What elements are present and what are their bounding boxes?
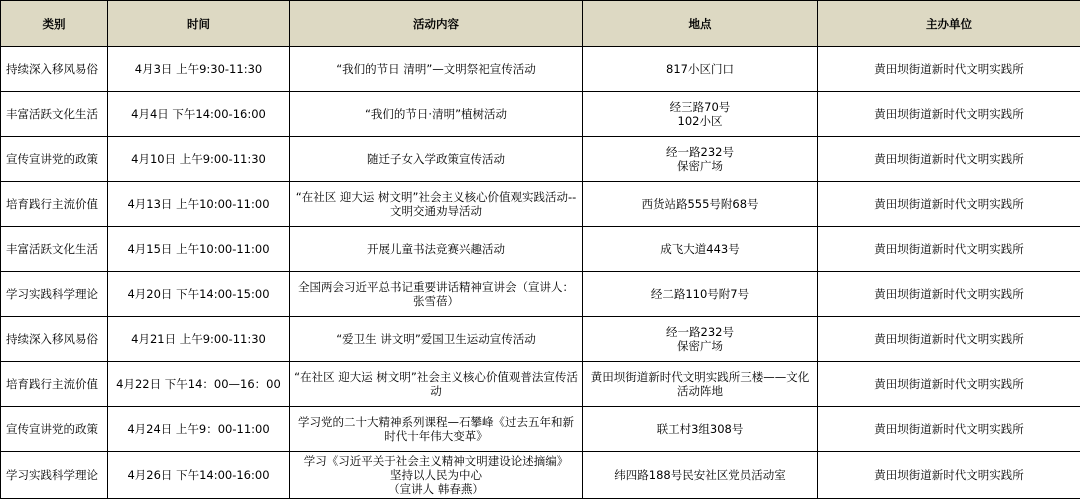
cell-location: 联工村3组308号	[583, 407, 818, 452]
table-row	[1, 92, 1080, 137]
cell-location: 817小区门口	[583, 47, 818, 92]
cell-location: 经三路70号 102小区	[583, 92, 818, 137]
cell-organizer: 黄田坝街道新时代文明实践所	[818, 92, 1080, 137]
cell-time: 4月24日 上午9：00-11:00	[108, 407, 290, 452]
table-row	[1, 452, 1080, 499]
cell-content: 学习党的二十大精神系列课程—石攀峰《过去五年和新时代十年伟大变革》	[290, 407, 583, 452]
cell-organizer: 黄田坝街道新时代文明实践所	[818, 272, 1080, 317]
cell-category: 持续深入移风易俗	[1, 317, 108, 362]
cell-content: “我们的节日 清明”—文明祭祀宣传活动	[290, 47, 583, 92]
cell-time: 4月4日 下午14:00-16:00	[108, 92, 290, 137]
cell-category: 培育践行主流价值	[1, 362, 108, 407]
cell-organizer: 黄田坝街道新时代文明实践所	[818, 47, 1080, 92]
cell-content: “在社区 迎大运 树文明”社会主义核心价值观普法宣传活动	[290, 362, 583, 407]
cell-organizer: 黄田坝街道新时代文明实践所	[818, 452, 1080, 499]
cell-category: 丰富活跃文化生活	[1, 92, 108, 137]
cell-organizer: 黄田坝街道新时代文明实践所	[818, 407, 1080, 452]
cell-category: 持续深入移风易俗	[1, 47, 108, 92]
table-row	[1, 362, 1080, 407]
cell-location: 经二路110号附7号	[583, 272, 818, 317]
cell-location: 黄田坝街道新时代文明实践所三楼——文化活动阵地	[583, 362, 818, 407]
cell-organizer: 黄田坝街道新时代文明实践所	[818, 317, 1080, 362]
cell-time: 4月21日 上午9:00-11:30	[108, 317, 290, 362]
header-row	[1, 1, 1080, 47]
table-row	[1, 137, 1080, 182]
cell-time: 4月22日 下午14：00—16：00	[108, 362, 290, 407]
cell-content: 随迁子女入学政策宣传活动	[290, 137, 583, 182]
cell-organizer: 黄田坝街道新时代文明实践所	[818, 137, 1080, 182]
table-row	[1, 272, 1080, 317]
cell-content: 全国两会习近平总书记重要讲话精神宣讲会（宣讲人：张雪蓓）	[290, 272, 583, 317]
cell-time: 4月15日 上午10:00-11:00	[108, 227, 290, 272]
table-header	[1, 1, 1080, 47]
cell-organizer: 黄田坝街道新时代文明实践所	[818, 182, 1080, 227]
table-row	[1, 47, 1080, 92]
cell-location: 经一路232号 保密广场	[583, 137, 818, 182]
cell-content: 开展儿童书法竞赛兴趣活动	[290, 227, 583, 272]
table-row	[1, 227, 1080, 272]
cell-category: 宣传宣讲党的政策	[1, 407, 108, 452]
header-organizer: 主办单位	[818, 1, 1080, 47]
header-location: 地点	[583, 1, 818, 47]
cell-category: 培育践行主流价值	[1, 182, 108, 227]
cell-location: 西货站路555号附68号	[583, 182, 818, 227]
cell-time: 4月10日 上午9:00-11:30	[108, 137, 290, 182]
table-row	[1, 182, 1080, 227]
table-row	[1, 407, 1080, 452]
cell-location: 成飞大道443号	[583, 227, 818, 272]
cell-location: 经一路232号 保密广场	[583, 317, 818, 362]
cell-time: 4月3日 上午9:30-11:30	[108, 47, 290, 92]
cell-category: 学习实践科学理论	[1, 272, 108, 317]
cell-organizer: 黄田坝街道新时代文明实践所	[818, 227, 1080, 272]
cell-category: 丰富活跃文化生活	[1, 227, 108, 272]
cell-organizer: 黄田坝街道新时代文明实践所	[818, 362, 1080, 407]
cell-content: “在社区 迎大运 树文明”社会主义核心价值观实践活动--文明交通劝导活动	[290, 182, 583, 227]
table-body	[1, 47, 1080, 499]
header-time: 时间	[108, 1, 290, 47]
header-category: 类别	[1, 1, 108, 47]
cell-time: 4月20日 下午14:00-15:00	[108, 272, 290, 317]
cell-content: “我们的节日·清明”植树活动	[290, 92, 583, 137]
cell-time: 4月26日 下午14:00-16:00	[108, 452, 290, 499]
cell-time: 4月13日 上午10:00-11:00	[108, 182, 290, 227]
cell-category: 学习实践科学理论	[1, 452, 108, 499]
cell-content: “爱卫生 讲文明”爱国卫生运动宣传活动	[290, 317, 583, 362]
cell-category: 宣传宣讲党的政策	[1, 137, 108, 182]
cell-content: 学习《习近平关于社会主义精神文明建设论述摘编》 坚持以人民为中心 （宣讲人 韩春燕）	[290, 452, 583, 499]
table-row	[1, 317, 1080, 362]
header-content: 活动内容	[290, 1, 583, 47]
cell-location: 纬四路188号民安社区党员活动室	[583, 452, 818, 499]
